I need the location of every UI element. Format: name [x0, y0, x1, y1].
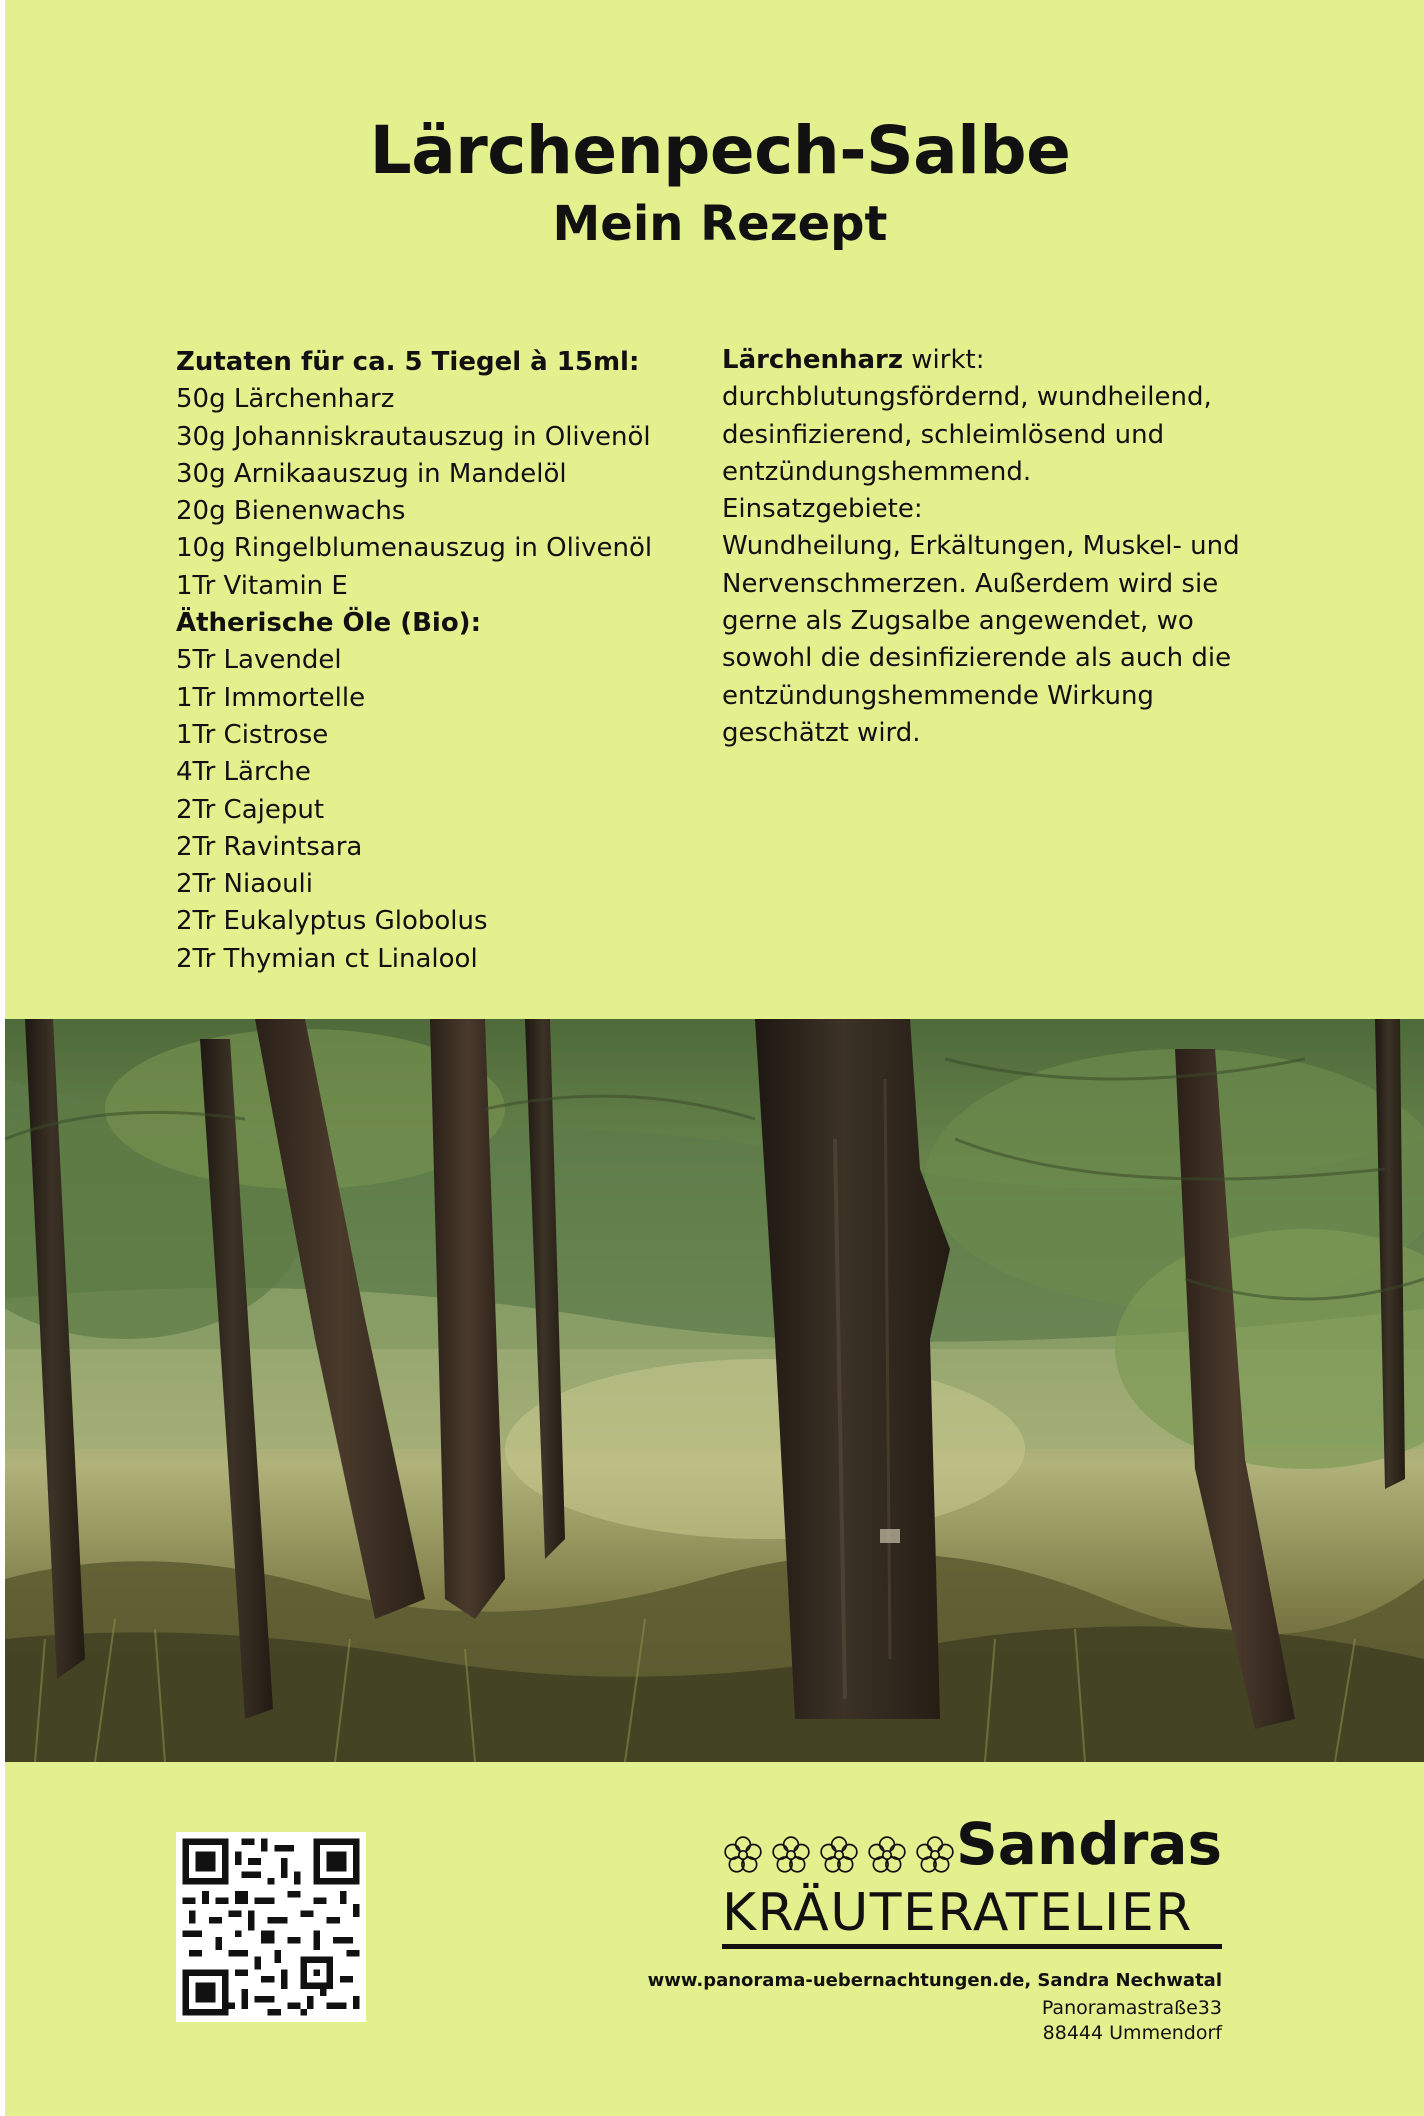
effects-lead: [722, 342, 1282, 379]
effects-line: Nervenschmerzen. Außerdem wird sie: [722, 568, 1219, 599]
recipe-page: [5, 0, 1424, 2116]
effects-line: Einsatzgebiete:: [722, 494, 923, 525]
flower-icon: [818, 1834, 860, 1876]
oil-item: 2Tr Niaouli: [176, 869, 313, 900]
effects-line: sowohl die desinfizierende als auch die: [722, 643, 1232, 674]
effects-line: gerne als Zugsalbe angewendet, wo: [722, 606, 1194, 637]
effects-line: desinfizierend, schleimlösend und: [722, 419, 1165, 450]
ingredients-column: [176, 344, 716, 978]
ingredient-item: 50g Lärchenharz: [176, 384, 395, 415]
brand-block: [647, 1810, 1222, 2050]
ingredient-item: 1Tr Vitamin E: [176, 570, 348, 601]
flower-row: [722, 1834, 956, 1878]
oil-item: 2Tr Cajeput: [176, 794, 325, 825]
qr-code-icon[interactable]: [176, 1832, 366, 2022]
oil-item: 2Tr Eukalyptus Globolus: [176, 906, 488, 937]
page-subtitle: Mein Rezept: [552, 196, 888, 252]
ingredient-item: 20g Bienenwachs: [176, 496, 406, 527]
ingredients-heading: Zutaten für ca. 5 Tiegel à 15ml:: [176, 347, 640, 377]
flower-icon: [770, 1834, 812, 1876]
address-city: 88444 Ummendorf: [1042, 2022, 1222, 2044]
ingredient-item: 30g Johanniskrautauszug in Olivenöl: [176, 421, 651, 452]
brand-name: Sandras: [956, 1810, 1222, 1878]
flower-icon: [722, 1834, 764, 1876]
flower-icon: [866, 1834, 908, 1876]
page-title: Lärchenpech-Salbe: [369, 112, 1071, 189]
forest-photo: [5, 1019, 1424, 1762]
effects-line: entzündungshemmende Wirkung: [722, 680, 1154, 711]
effects-lead-bold: Lärchenharz: [722, 345, 904, 375]
oil-item: 4Tr Lärche: [176, 757, 311, 788]
oil-item: 2Tr Ravintsara: [176, 831, 363, 862]
oils-heading: Ätherische Öle (Bio):: [176, 608, 481, 639]
ingredient-item: 10g Ringelblumenauszug in Olivenöl: [176, 533, 653, 564]
oil-item: 1Tr Cistrose: [176, 719, 329, 750]
website-link[interactable]: www.panorama-uebernachtungen.de, Sandra Nechwatal: [647, 1970, 1222, 1991]
address-street: Panoramastraße33: [1041, 1997, 1222, 2019]
oil-item: 2Tr Thymian ct Linalool: [176, 943, 478, 974]
oil-item: 1Tr Immortelle: [176, 682, 366, 713]
effects-line: geschätzt wird.: [722, 717, 921, 748]
effects-line: Wundheilung, Erkältungen, Muskel- und: [722, 531, 1240, 562]
effects-line: entzündungshemmend.: [722, 456, 1032, 487]
effects-column: [722, 342, 1282, 752]
brand-subtitle: KRÄUTERATELIER: [722, 1884, 1222, 1949]
effects-lead-rest: wirkt:: [903, 345, 985, 375]
flower-icon: [914, 1834, 956, 1876]
ingredient-item: 30g Arnikaauszug in Mandelöl: [176, 458, 567, 489]
effects-line: durchblutungsfördernd, wundheilend,: [722, 382, 1212, 413]
oil-item: 5Tr Lavendel: [176, 645, 342, 676]
